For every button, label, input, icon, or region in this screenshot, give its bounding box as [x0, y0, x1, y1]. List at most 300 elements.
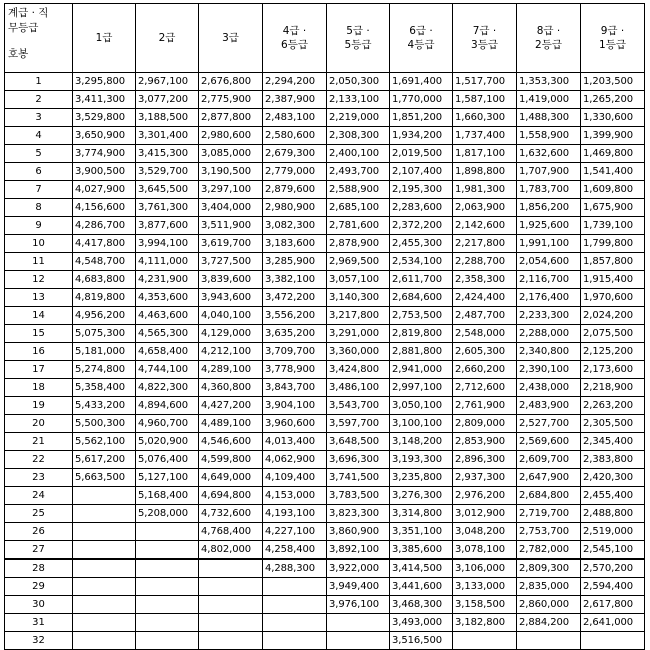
salary-amount-cell — [73, 505, 136, 523]
salary-amount-cell: 4,548,700 — [73, 253, 136, 271]
salary-amount-cell: 3,057,100 — [327, 271, 390, 289]
table-row — [5, 451, 645, 469]
salary-amount-cell: 1,558,900 — [517, 127, 581, 145]
header-grade-4 — [263, 4, 327, 73]
salary-amount-cell: 2,548,000 — [453, 325, 517, 343]
salary-amount-cell: 2,676,800 — [199, 73, 263, 91]
step-number-cell: 32 — [5, 632, 73, 650]
salary-amount-cell: 3,543,700 — [327, 397, 390, 415]
salary-amount-cell: 5,274,800 — [73, 361, 136, 379]
salary-amount-cell: 1,851,200 — [390, 109, 453, 127]
salary-amount-cell: 2,997,100 — [390, 379, 453, 397]
step-number-cell: 30 — [5, 596, 73, 614]
salary-amount-cell: 2,570,200 — [581, 559, 645, 578]
table-row — [5, 253, 645, 271]
salary-amount-cell: 2,024,200 — [581, 307, 645, 325]
salary-amount-cell: 2,980,900 — [263, 199, 327, 217]
grade-label: 1급 — [95, 32, 113, 44]
salary-amount-cell: 2,685,100 — [327, 199, 390, 217]
table-row — [5, 397, 645, 415]
salary-amount-cell: 5,208,000 — [136, 505, 199, 523]
salary-amount-cell: 3,085,000 — [199, 145, 263, 163]
salary-amount-cell: 1,541,400 — [581, 163, 645, 181]
salary-amount-cell: 2,142,600 — [453, 217, 517, 235]
salary-amount-cell: 2,288,700 — [453, 253, 517, 271]
salary-amount-cell: 2,761,900 — [453, 397, 517, 415]
salary-amount-cell: 2,719,700 — [517, 505, 581, 523]
salary-amount-cell: 4,744,100 — [136, 361, 199, 379]
table-row — [5, 433, 645, 451]
table-row — [5, 505, 645, 523]
salary-table — [4, 3, 645, 650]
salary-amount-cell: 3,619,700 — [199, 235, 263, 253]
salary-amount-cell: 3,193,300 — [390, 451, 453, 469]
salary-amount-cell — [73, 523, 136, 541]
header-grade-3 — [199, 4, 263, 73]
salary-amount-cell: 2,233,300 — [517, 307, 581, 325]
table-row — [5, 271, 645, 289]
grade-label: 5급 · — [346, 25, 370, 37]
salary-amount-cell: 2,611,700 — [390, 271, 453, 289]
step-number-cell: 4 — [5, 127, 73, 145]
salary-amount-cell: 1,691,400 — [390, 73, 453, 91]
salary-amount-cell: 3,140,300 — [327, 289, 390, 307]
salary-amount-cell: 3,648,500 — [327, 433, 390, 451]
salary-amount-cell: 2,263,200 — [581, 397, 645, 415]
salary-amount-cell: 4,658,400 — [136, 343, 199, 361]
salary-amount-cell: 4,231,900 — [136, 271, 199, 289]
salary-amount-cell: 4,109,400 — [263, 469, 327, 487]
salary-amount-cell: 4,353,600 — [136, 289, 199, 307]
salary-amount-cell: 3,295,800 — [73, 73, 136, 91]
table-row — [5, 127, 645, 145]
salary-amount-cell: 4,027,900 — [73, 181, 136, 199]
salary-amount-cell: 3,106,000 — [453, 559, 517, 578]
salary-amount-cell — [199, 559, 263, 578]
salary-amount-cell: 2,340,800 — [517, 343, 581, 361]
salary-amount-cell: 3,217,800 — [327, 307, 390, 325]
table-row — [5, 145, 645, 163]
salary-amount-cell: 3,556,200 — [263, 307, 327, 325]
salary-amount-cell: 3,949,400 — [327, 578, 390, 596]
salary-amount-cell: 3,774,900 — [73, 145, 136, 163]
salary-amount-cell: 5,181,000 — [73, 343, 136, 361]
salary-amount-cell: 3,385,600 — [390, 541, 453, 560]
table-row — [5, 379, 645, 397]
salary-amount-cell: 1,517,700 — [453, 73, 517, 91]
salary-amount-cell: 2,054,600 — [517, 253, 581, 271]
header-grade-5 — [327, 4, 390, 73]
salary-amount-cell — [199, 632, 263, 650]
salary-amount-cell: 2,133,100 — [327, 91, 390, 109]
salary-amount-cell: 1,981,300 — [453, 181, 517, 199]
salary-amount-cell: 1,739,100 — [581, 217, 645, 235]
salary-amount-cell: 2,969,500 — [327, 253, 390, 271]
table-body — [5, 73, 645, 650]
salary-amount-cell: 2,107,400 — [390, 163, 453, 181]
salary-amount-cell: 1,587,100 — [453, 91, 517, 109]
salary-amount-cell: 3,276,300 — [390, 487, 453, 505]
salary-amount-cell: 2,358,300 — [453, 271, 517, 289]
salary-amount-cell: 4,768,400 — [199, 523, 263, 541]
salary-amount-cell: 4,819,800 — [73, 289, 136, 307]
table-row — [5, 289, 645, 307]
salary-amount-cell: 3,158,500 — [453, 596, 517, 614]
step-number-cell: 7 — [5, 181, 73, 199]
salary-amount-cell: 4,546,600 — [199, 433, 263, 451]
salary-amount-cell: 2,075,500 — [581, 325, 645, 343]
salary-amount-cell: 2,400,100 — [327, 145, 390, 163]
salary-amount-cell: 4,960,700 — [136, 415, 199, 433]
salary-amount-cell: 3,424,800 — [327, 361, 390, 379]
salary-amount-cell — [199, 614, 263, 632]
salary-amount-cell: 1,737,400 — [453, 127, 517, 145]
step-number-cell: 21 — [5, 433, 73, 451]
salary-amount-cell — [73, 559, 136, 578]
table-row — [5, 181, 645, 199]
salary-amount-cell — [136, 541, 199, 560]
salary-amount-cell: 1,856,200 — [517, 199, 581, 217]
salary-amount-cell: 2,594,400 — [581, 578, 645, 596]
salary-amount-cell: 3,493,000 — [390, 614, 453, 632]
grade-label: 2급 — [158, 32, 176, 44]
salary-amount-cell: 3,382,100 — [263, 271, 327, 289]
salary-amount-cell: 2,125,200 — [581, 343, 645, 361]
salary-amount-cell: 3,301,400 — [136, 127, 199, 145]
salary-amount-cell: 3,960,600 — [263, 415, 327, 433]
salary-amount-cell: 4,212,100 — [199, 343, 263, 361]
salary-amount-cell — [136, 523, 199, 541]
salary-amount-cell — [73, 596, 136, 614]
step-number-cell: 24 — [5, 487, 73, 505]
salary-amount-cell: 3,892,100 — [327, 541, 390, 560]
step-number-cell: 6 — [5, 163, 73, 181]
salary-amount-cell: 1,915,400 — [581, 271, 645, 289]
salary-amount-cell: 1,265,200 — [581, 91, 645, 109]
salary-amount-cell: 4,286,700 — [73, 217, 136, 235]
step-number-cell: 18 — [5, 379, 73, 397]
salary-amount-cell: 2,660,200 — [453, 361, 517, 379]
salary-amount-cell: 3,741,500 — [327, 469, 390, 487]
salary-amount-cell: 3,839,600 — [199, 271, 263, 289]
step-number-cell: 14 — [5, 307, 73, 325]
salary-amount-cell: 5,562,100 — [73, 433, 136, 451]
salary-amount-cell — [136, 578, 199, 596]
grade-sublabel: 6등급 — [281, 39, 308, 51]
salary-amount-cell: 2,967,100 — [136, 73, 199, 91]
grade-label: 9급 · — [600, 25, 625, 37]
salary-amount-cell: 2,283,600 — [390, 199, 453, 217]
step-number-cell: 15 — [5, 325, 73, 343]
salary-amount-cell: 2,569,600 — [517, 433, 581, 451]
salary-amount-cell: 2,753,700 — [517, 523, 581, 541]
salary-amount-cell: 4,683,800 — [73, 271, 136, 289]
grade-label: 8급 · — [536, 25, 561, 37]
step-number-cell: 11 — [5, 253, 73, 271]
salary-amount-cell: 2,609,700 — [517, 451, 581, 469]
salary-amount-cell: 2,879,600 — [263, 181, 327, 199]
step-number-cell: 5 — [5, 145, 73, 163]
salary-amount-cell: 3,291,000 — [327, 325, 390, 343]
step-number-cell: 3 — [5, 109, 73, 127]
salary-amount-cell — [263, 614, 327, 632]
table-row — [5, 163, 645, 181]
salary-amount-cell — [136, 596, 199, 614]
salary-amount-cell: 2,534,100 — [390, 253, 453, 271]
table-row — [5, 487, 645, 505]
corner-label-rank: 계급 · 직 — [8, 7, 49, 19]
salary-amount-cell: 2,288,000 — [517, 325, 581, 343]
table-row — [5, 578, 645, 596]
table-row — [5, 541, 645, 560]
step-number-cell: 10 — [5, 235, 73, 253]
salary-amount-cell: 3,050,100 — [390, 397, 453, 415]
table-row — [5, 614, 645, 632]
salary-amount-cell: 1,799,800 — [581, 235, 645, 253]
salary-amount-cell: 3,183,600 — [263, 235, 327, 253]
salary-amount-cell: 2,218,900 — [581, 379, 645, 397]
salary-amount-cell: 2,305,500 — [581, 415, 645, 433]
table-row — [5, 469, 645, 487]
step-number-cell: 31 — [5, 614, 73, 632]
salary-amount-cell — [73, 541, 136, 560]
salary-amount-cell: 3,188,500 — [136, 109, 199, 127]
salary-amount-cell: 3,645,500 — [136, 181, 199, 199]
salary-amount-cell: 3,696,300 — [327, 451, 390, 469]
salary-amount-cell: 3,012,900 — [453, 505, 517, 523]
salary-amount-cell: 3,414,500 — [390, 559, 453, 578]
salary-amount-cell: 2,488,800 — [581, 505, 645, 523]
salary-amount-cell: 2,050,300 — [327, 73, 390, 91]
salary-amount-cell — [73, 632, 136, 650]
salary-amount-cell — [327, 614, 390, 632]
salary-amount-cell: 1,970,600 — [581, 289, 645, 307]
salary-amount-cell: 2,976,200 — [453, 487, 517, 505]
salary-amount-cell: 2,173,600 — [581, 361, 645, 379]
salary-amount-cell: 1,991,100 — [517, 235, 581, 253]
salary-amount-cell: 5,433,200 — [73, 397, 136, 415]
salary-amount-cell: 2,853,900 — [453, 433, 517, 451]
salary-amount-cell — [199, 578, 263, 596]
salary-amount-cell: 3,148,200 — [390, 433, 453, 451]
salary-amount-cell: 3,922,000 — [327, 559, 390, 578]
salary-amount-cell: 2,712,600 — [453, 379, 517, 397]
step-number-cell: 23 — [5, 469, 73, 487]
salary-amount-cell — [453, 632, 517, 650]
salary-amount-cell: 1,469,800 — [581, 145, 645, 163]
step-number-cell: 16 — [5, 343, 73, 361]
salary-amount-cell: 3,860,900 — [327, 523, 390, 541]
salary-amount-cell: 3,133,000 — [453, 578, 517, 596]
salary-amount-cell: 4,599,800 — [199, 451, 263, 469]
salary-amount-cell: 5,500,300 — [73, 415, 136, 433]
salary-amount-cell: 2,580,600 — [263, 127, 327, 145]
salary-amount-cell: 2,455,300 — [390, 235, 453, 253]
salary-amount-cell: 2,617,800 — [581, 596, 645, 614]
salary-amount-cell: 4,289,100 — [199, 361, 263, 379]
salary-amount-cell: 2,896,300 — [453, 451, 517, 469]
salary-amount-cell: 2,383,800 — [581, 451, 645, 469]
salary-amount-cell: 3,082,300 — [263, 217, 327, 235]
salary-amount-cell: 4,153,000 — [263, 487, 327, 505]
salary-amount-cell: 3,843,700 — [263, 379, 327, 397]
salary-amount-cell: 2,782,000 — [517, 541, 581, 560]
salary-amount-cell: 4,802,000 — [199, 541, 263, 560]
table-row — [5, 596, 645, 614]
table-row — [5, 343, 645, 361]
salary-amount-cell: 2,387,900 — [263, 91, 327, 109]
salary-amount-cell: 2,860,000 — [517, 596, 581, 614]
salary-amount-cell: 2,345,400 — [581, 433, 645, 451]
salary-amount-cell: 3,994,100 — [136, 235, 199, 253]
salary-amount-cell: 3,411,300 — [73, 91, 136, 109]
salary-amount-cell: 1,399,900 — [581, 127, 645, 145]
table-row — [5, 199, 645, 217]
salary-amount-cell: 2,217,800 — [453, 235, 517, 253]
grade-label: 3급 — [222, 32, 239, 44]
table-row — [5, 361, 645, 379]
salary-amount-cell: 3,235,800 — [390, 469, 453, 487]
step-number-cell: 25 — [5, 505, 73, 523]
salary-amount-cell — [136, 614, 199, 632]
salary-amount-cell: 1,934,200 — [390, 127, 453, 145]
salary-amount-cell: 2,420,300 — [581, 469, 645, 487]
salary-amount-cell: 3,404,000 — [199, 199, 263, 217]
step-number-cell: 9 — [5, 217, 73, 235]
salary-amount-cell: 2,545,100 — [581, 541, 645, 560]
salary-amount-cell: 3,877,600 — [136, 217, 199, 235]
salary-amount-cell: 4,040,100 — [199, 307, 263, 325]
salary-amount-cell: 2,937,300 — [453, 469, 517, 487]
corner-label-grade: 무등급 — [8, 22, 39, 34]
salary-amount-cell: 2,483,100 — [263, 109, 327, 127]
salary-amount-cell: 2,424,400 — [453, 289, 517, 307]
salary-amount-cell: 2,679,300 — [263, 145, 327, 163]
step-number-cell: 26 — [5, 523, 73, 541]
salary-amount-cell: 2,519,000 — [581, 523, 645, 541]
salary-amount-cell: 2,019,500 — [390, 145, 453, 163]
step-number-cell: 29 — [5, 578, 73, 596]
salary-amount-cell: 2,372,200 — [390, 217, 453, 235]
salary-amount-cell: 5,168,400 — [136, 487, 199, 505]
salary-amount-cell: 2,483,900 — [517, 397, 581, 415]
salary-amount-cell: 2,116,700 — [517, 271, 581, 289]
salary-amount-cell: 2,941,000 — [390, 361, 453, 379]
step-number-cell: 19 — [5, 397, 73, 415]
step-number-cell: 28 — [5, 559, 73, 578]
salary-amount-cell: 2,493,700 — [327, 163, 390, 181]
salary-amount-cell: 5,020,900 — [136, 433, 199, 451]
grade-sublabel: 1등급 — [599, 39, 626, 51]
salary-amount-cell: 1,330,600 — [581, 109, 645, 127]
salary-amount-cell: 3,976,100 — [327, 596, 390, 614]
salary-amount-cell: 3,516,500 — [390, 632, 453, 650]
header-grade-1 — [73, 4, 136, 73]
salary-amount-cell — [581, 632, 645, 650]
table-row — [5, 325, 645, 343]
salary-amount-cell: 2,819,800 — [390, 325, 453, 343]
salary-amount-cell: 3,529,700 — [136, 163, 199, 181]
salary-amount-cell: 3,823,300 — [327, 505, 390, 523]
salary-amount-cell — [263, 578, 327, 596]
grade-sublabel: 5등급 — [344, 39, 372, 51]
salary-amount-cell: 1,817,100 — [453, 145, 517, 163]
salary-amount-cell: 2,881,800 — [390, 343, 453, 361]
salary-amount-cell: 2,219,000 — [327, 109, 390, 127]
salary-amount-cell: 4,288,300 — [263, 559, 327, 578]
step-number-cell: 17 — [5, 361, 73, 379]
grade-sublabel: 2등급 — [535, 39, 562, 51]
salary-amount-cell: 3,048,200 — [453, 523, 517, 541]
salary-amount-cell: 2,775,900 — [199, 91, 263, 109]
step-number-cell: 20 — [5, 415, 73, 433]
table-row — [5, 73, 645, 91]
salary-amount-cell: 4,427,200 — [199, 397, 263, 415]
salary-amount-cell: 5,663,500 — [73, 469, 136, 487]
salary-amount-cell: 2,455,400 — [581, 487, 645, 505]
salary-amount-cell: 1,898,800 — [453, 163, 517, 181]
salary-amount-cell: 1,353,300 — [517, 73, 581, 91]
salary-amount-cell — [327, 632, 390, 650]
step-number-cell: 22 — [5, 451, 73, 469]
salary-amount-cell: 1,857,800 — [581, 253, 645, 271]
salary-amount-cell: 3,904,100 — [263, 397, 327, 415]
salary-amount-cell: 4,417,800 — [73, 235, 136, 253]
salary-amount-cell: 3,190,500 — [199, 163, 263, 181]
header-grade-2 — [136, 4, 199, 73]
salary-amount-cell: 2,487,700 — [453, 307, 517, 325]
salary-amount-cell: 3,783,500 — [327, 487, 390, 505]
salary-amount-cell: 3,486,100 — [327, 379, 390, 397]
salary-amount-cell: 1,609,800 — [581, 181, 645, 199]
salary-amount-cell: 3,472,200 — [263, 289, 327, 307]
salary-amount-cell: 3,314,800 — [390, 505, 453, 523]
salary-amount-cell: 2,877,800 — [199, 109, 263, 127]
salary-amount-cell: 3,360,000 — [327, 343, 390, 361]
salary-amount-cell: 4,111,000 — [136, 253, 199, 271]
salary-amount-cell: 2,527,700 — [517, 415, 581, 433]
salary-amount-cell: 2,438,000 — [517, 379, 581, 397]
salary-amount-cell: 1,925,600 — [517, 217, 581, 235]
grade-sublabel: 4등급 — [407, 39, 435, 51]
salary-amount-cell: 3,511,900 — [199, 217, 263, 235]
salary-amount-cell: 5,358,400 — [73, 379, 136, 397]
salary-amount-cell: 2,294,200 — [263, 73, 327, 91]
salary-amount-cell: 2,980,600 — [199, 127, 263, 145]
salary-amount-cell: 4,489,100 — [199, 415, 263, 433]
salary-amount-cell: 2,753,500 — [390, 307, 453, 325]
salary-amount-cell: 4,565,300 — [136, 325, 199, 343]
salary-amount-cell — [136, 632, 199, 650]
salary-amount-cell: 1,488,300 — [517, 109, 581, 127]
header-grade-9 — [581, 4, 645, 73]
table-row — [5, 217, 645, 235]
salary-amount-cell: 1,675,900 — [581, 199, 645, 217]
salary-amount-cell: 1,419,000 — [517, 91, 581, 109]
salary-amount-cell — [517, 632, 581, 650]
table-row — [5, 109, 645, 127]
header-grade-6 — [390, 4, 453, 73]
table-row — [5, 235, 645, 253]
salary-amount-cell: 3,077,200 — [136, 91, 199, 109]
header-grade-8 — [517, 4, 581, 73]
salary-amount-cell: 2,878,900 — [327, 235, 390, 253]
table-header — [5, 4, 645, 73]
salary-amount-cell: 5,127,100 — [136, 469, 199, 487]
salary-amount-cell: 3,650,900 — [73, 127, 136, 145]
salary-amount-cell: 3,597,700 — [327, 415, 390, 433]
salary-amount-cell: 1,707,900 — [517, 163, 581, 181]
